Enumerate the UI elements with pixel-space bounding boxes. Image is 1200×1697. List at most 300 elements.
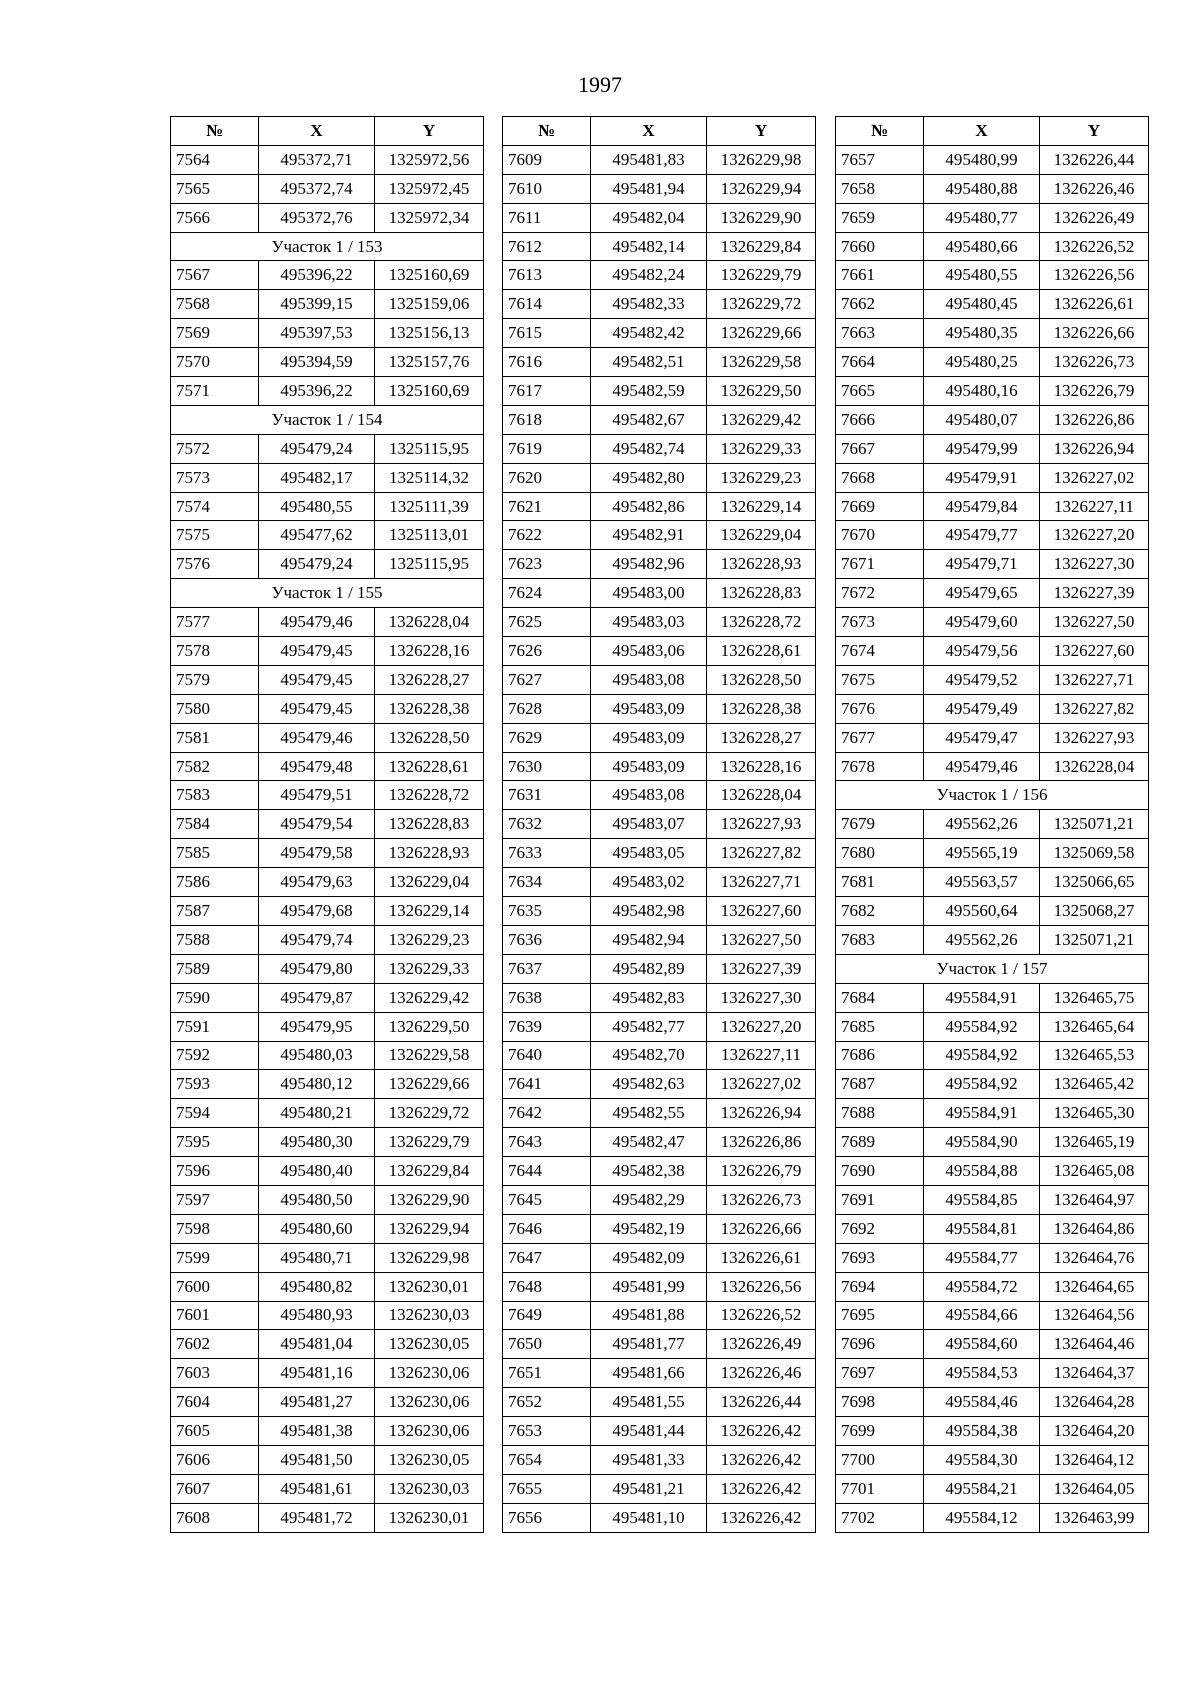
point-number-cell: 7646 xyxy=(503,1214,591,1243)
table-row xyxy=(171,983,484,1012)
table-row xyxy=(171,1070,484,1099)
x-coordinate-cell: 495482,77 xyxy=(591,1012,707,1041)
point-number-cell: 7674 xyxy=(836,637,924,666)
y-coordinate-cell: 1326226,61 xyxy=(707,1243,816,1272)
point-number-cell: 7683 xyxy=(836,925,924,954)
point-number-cell: 7616 xyxy=(503,348,591,377)
table-row xyxy=(171,954,484,983)
table-row xyxy=(171,348,484,377)
table-row xyxy=(171,203,484,232)
table-row xyxy=(836,1099,1149,1128)
x-coordinate-cell: 495479,45 xyxy=(259,665,375,694)
x-coordinate-cell: 495483,09 xyxy=(591,694,707,723)
point-number-cell: 7619 xyxy=(503,434,591,463)
point-number-cell: 7660 xyxy=(836,232,924,261)
table-row xyxy=(171,550,484,579)
y-coordinate-cell: 1326229,98 xyxy=(375,1243,484,1272)
point-number-cell: 7582 xyxy=(171,752,259,781)
table-row xyxy=(171,1214,484,1243)
table-row xyxy=(503,1301,816,1330)
point-number-cell: 7606 xyxy=(171,1445,259,1474)
x-coordinate-cell: 495481,38 xyxy=(259,1417,375,1446)
point-number-cell: 7673 xyxy=(836,608,924,637)
table-row xyxy=(503,694,816,723)
y-coordinate-cell: 1325972,34 xyxy=(375,203,484,232)
x-coordinate-cell: 495481,10 xyxy=(591,1503,707,1532)
x-coordinate-cell: 495480,16 xyxy=(924,377,1040,406)
table-row xyxy=(171,1243,484,1272)
point-number-cell: 7631 xyxy=(503,781,591,810)
point-number-cell: 7702 xyxy=(836,1503,924,1532)
x-coordinate-cell: 495481,55 xyxy=(591,1388,707,1417)
section-title: Участок 1 / 156 xyxy=(836,781,1149,810)
y-coordinate-cell: 1326463,99 xyxy=(1040,1503,1149,1532)
x-coordinate-cell: 495483,09 xyxy=(591,723,707,752)
point-number-cell: 7596 xyxy=(171,1157,259,1186)
x-coordinate-cell: 495482,63 xyxy=(591,1070,707,1099)
x-coordinate-cell: 495481,33 xyxy=(591,1445,707,1474)
y-coordinate-cell: 1326227,11 xyxy=(1040,492,1149,521)
point-number-cell: 7639 xyxy=(503,1012,591,1041)
table-row xyxy=(836,232,1149,261)
x-coordinate-cell: 495584,38 xyxy=(924,1417,1040,1446)
x-coordinate-cell: 495584,90 xyxy=(924,1128,1040,1157)
point-number-cell: 7610 xyxy=(503,174,591,203)
table-row xyxy=(171,492,484,521)
table-row xyxy=(503,1330,816,1359)
point-number-cell: 7682 xyxy=(836,897,924,926)
y-coordinate-cell: 1326464,76 xyxy=(1040,1243,1149,1272)
point-number-cell: 7626 xyxy=(503,637,591,666)
y-coordinate-cell: 1325069,58 xyxy=(1040,839,1149,868)
header-y: Y xyxy=(375,117,484,146)
x-coordinate-cell: 495479,56 xyxy=(924,637,1040,666)
header-number: № xyxy=(171,117,259,146)
y-coordinate-cell: 1326229,04 xyxy=(375,868,484,897)
point-number-cell: 7569 xyxy=(171,319,259,348)
y-coordinate-cell: 1325157,76 xyxy=(375,348,484,377)
x-coordinate-cell: 495482,47 xyxy=(591,1128,707,1157)
table-row xyxy=(836,174,1149,203)
table-row xyxy=(171,521,484,550)
y-coordinate-cell: 1326228,93 xyxy=(707,550,816,579)
x-coordinate-cell: 495481,94 xyxy=(591,174,707,203)
point-number-cell: 7699 xyxy=(836,1417,924,1446)
table-row xyxy=(503,810,816,839)
y-coordinate-cell: 1326228,72 xyxy=(707,608,816,637)
point-number-cell: 7597 xyxy=(171,1185,259,1214)
table-row xyxy=(503,1417,816,1446)
point-number-cell: 7676 xyxy=(836,694,924,723)
x-coordinate-cell: 495482,14 xyxy=(591,232,707,261)
table-row xyxy=(503,637,816,666)
point-number-cell: 7612 xyxy=(503,232,591,261)
y-coordinate-cell: 1326226,42 xyxy=(707,1417,816,1446)
y-coordinate-cell: 1326228,04 xyxy=(707,781,816,810)
point-number-cell: 7636 xyxy=(503,925,591,954)
x-coordinate-cell: 495479,51 xyxy=(259,781,375,810)
y-coordinate-cell: 1326228,50 xyxy=(375,723,484,752)
header-y: Y xyxy=(1040,117,1149,146)
table-row xyxy=(503,839,816,868)
x-coordinate-cell: 495479,46 xyxy=(259,723,375,752)
table-row xyxy=(836,1128,1149,1157)
y-coordinate-cell: 1326229,79 xyxy=(375,1128,484,1157)
x-coordinate-cell: 495480,66 xyxy=(924,232,1040,261)
x-coordinate-cell: 495399,15 xyxy=(259,290,375,319)
x-coordinate-cell: 495480,30 xyxy=(259,1128,375,1157)
point-number-cell: 7602 xyxy=(171,1330,259,1359)
y-coordinate-cell: 1326465,64 xyxy=(1040,1012,1149,1041)
y-coordinate-cell: 1326227,30 xyxy=(1040,550,1149,579)
table-row xyxy=(503,723,816,752)
y-coordinate-cell: 1326464,05 xyxy=(1040,1474,1149,1503)
point-number-cell: 7573 xyxy=(171,463,259,492)
section-title: Участок 1 / 154 xyxy=(171,405,484,434)
table-row xyxy=(836,1503,1149,1532)
x-coordinate-cell: 495479,45 xyxy=(259,694,375,723)
point-number-cell: 7664 xyxy=(836,348,924,377)
y-coordinate-cell: 1326227,50 xyxy=(1040,608,1149,637)
y-coordinate-cell: 1326227,20 xyxy=(1040,521,1149,550)
y-coordinate-cell: 1326464,12 xyxy=(1040,1445,1149,1474)
point-number-cell: 7637 xyxy=(503,954,591,983)
coordinates-table-3 xyxy=(835,116,1149,1533)
x-coordinate-cell: 495482,51 xyxy=(591,348,707,377)
table-row xyxy=(171,608,484,637)
point-number-cell: 7671 xyxy=(836,550,924,579)
y-coordinate-cell: 1326230,06 xyxy=(375,1359,484,1388)
table-row xyxy=(171,839,484,868)
y-coordinate-cell: 1326228,50 xyxy=(707,665,816,694)
point-number-cell: 7657 xyxy=(836,145,924,174)
point-number-cell: 7617 xyxy=(503,377,591,406)
point-number-cell: 7587 xyxy=(171,897,259,926)
table-row xyxy=(836,405,1149,434)
point-number-cell: 7566 xyxy=(171,203,259,232)
y-coordinate-cell: 1326226,52 xyxy=(707,1301,816,1330)
y-coordinate-cell: 1326227,82 xyxy=(1040,694,1149,723)
y-coordinate-cell: 1326226,73 xyxy=(707,1185,816,1214)
point-number-cell: 7650 xyxy=(503,1330,591,1359)
header-y: Y xyxy=(707,117,816,146)
y-coordinate-cell: 1326226,49 xyxy=(1040,203,1149,232)
x-coordinate-cell: 495483,00 xyxy=(591,579,707,608)
table-row xyxy=(503,1070,816,1099)
x-coordinate-cell: 495394,59 xyxy=(259,348,375,377)
table-row xyxy=(503,925,816,954)
x-coordinate-cell: 495480,93 xyxy=(259,1301,375,1330)
y-coordinate-cell: 1326226,44 xyxy=(707,1388,816,1417)
x-coordinate-cell: 495483,02 xyxy=(591,868,707,897)
table-row xyxy=(503,405,816,434)
y-coordinate-cell: 1326229,66 xyxy=(707,319,816,348)
table-row xyxy=(503,550,816,579)
y-coordinate-cell: 1326227,02 xyxy=(1040,463,1149,492)
x-coordinate-cell: 495479,58 xyxy=(259,839,375,868)
x-coordinate-cell: 495482,09 xyxy=(591,1243,707,1272)
y-coordinate-cell: 1326464,65 xyxy=(1040,1272,1149,1301)
x-coordinate-cell: 495396,22 xyxy=(259,377,375,406)
table-row xyxy=(836,608,1149,637)
point-number-cell: 7604 xyxy=(171,1388,259,1417)
y-coordinate-cell: 1325111,39 xyxy=(375,492,484,521)
point-number-cell: 7649 xyxy=(503,1301,591,1330)
x-coordinate-cell: 495480,82 xyxy=(259,1272,375,1301)
y-coordinate-cell: 1325114,32 xyxy=(375,463,484,492)
point-number-cell: 7665 xyxy=(836,377,924,406)
y-coordinate-cell: 1326228,61 xyxy=(707,637,816,666)
table-row xyxy=(836,463,1149,492)
x-coordinate-cell: 495481,66 xyxy=(591,1359,707,1388)
point-number-cell: 7641 xyxy=(503,1070,591,1099)
table-row xyxy=(503,463,816,492)
table-row xyxy=(171,1128,484,1157)
point-number-cell: 7701 xyxy=(836,1474,924,1503)
point-number-cell: 7661 xyxy=(836,261,924,290)
x-coordinate-cell: 495482,38 xyxy=(591,1157,707,1186)
table-row xyxy=(503,174,816,203)
y-coordinate-cell: 1326228,83 xyxy=(707,579,816,608)
point-number-cell: 7675 xyxy=(836,665,924,694)
y-coordinate-cell: 1326465,75 xyxy=(1040,983,1149,1012)
point-number-cell: 7568 xyxy=(171,290,259,319)
x-coordinate-cell: 495482,70 xyxy=(591,1041,707,1070)
x-coordinate-cell: 495565,19 xyxy=(924,839,1040,868)
x-coordinate-cell: 495479,91 xyxy=(924,463,1040,492)
table-row xyxy=(503,1041,816,1070)
y-coordinate-cell: 1326230,03 xyxy=(375,1301,484,1330)
table-row xyxy=(503,1272,816,1301)
table-row xyxy=(836,1243,1149,1272)
y-coordinate-cell: 1326227,71 xyxy=(707,868,816,897)
point-number-cell: 7599 xyxy=(171,1243,259,1272)
y-coordinate-cell: 1326229,98 xyxy=(707,145,816,174)
y-coordinate-cell: 1326229,58 xyxy=(707,348,816,377)
point-number-cell: 7620 xyxy=(503,463,591,492)
y-coordinate-cell: 1326226,42 xyxy=(707,1445,816,1474)
x-coordinate-cell: 495584,21 xyxy=(924,1474,1040,1503)
x-coordinate-cell: 495480,35 xyxy=(924,319,1040,348)
table-row xyxy=(836,637,1149,666)
table-row xyxy=(171,1503,484,1532)
table-row xyxy=(503,492,816,521)
point-number-cell: 7609 xyxy=(503,145,591,174)
section-row xyxy=(171,405,484,434)
x-coordinate-cell: 495481,99 xyxy=(591,1272,707,1301)
point-number-cell: 7580 xyxy=(171,694,259,723)
y-coordinate-cell: 1326229,23 xyxy=(375,925,484,954)
y-coordinate-cell: 1325160,69 xyxy=(375,261,484,290)
y-coordinate-cell: 1326227,30 xyxy=(707,983,816,1012)
y-coordinate-cell: 1326229,94 xyxy=(375,1214,484,1243)
table-row xyxy=(836,810,1149,839)
y-coordinate-cell: 1326226,52 xyxy=(1040,232,1149,261)
table-row xyxy=(171,145,484,174)
point-number-cell: 7655 xyxy=(503,1474,591,1503)
point-number-cell: 7588 xyxy=(171,925,259,954)
y-coordinate-cell: 1325071,21 xyxy=(1040,810,1149,839)
point-number-cell: 7658 xyxy=(836,174,924,203)
y-coordinate-cell: 1326229,50 xyxy=(375,1012,484,1041)
table-row xyxy=(171,868,484,897)
y-coordinate-cell: 1326229,33 xyxy=(375,954,484,983)
y-coordinate-cell: 1326227,11 xyxy=(707,1041,816,1070)
point-number-cell: 7579 xyxy=(171,665,259,694)
x-coordinate-cell: 495482,80 xyxy=(591,463,707,492)
table-row xyxy=(836,1070,1149,1099)
x-coordinate-cell: 495479,24 xyxy=(259,550,375,579)
point-number-cell: 7681 xyxy=(836,868,924,897)
table-row xyxy=(503,1099,816,1128)
y-coordinate-cell: 1326227,93 xyxy=(707,810,816,839)
header-number: № xyxy=(503,117,591,146)
point-number-cell: 7648 xyxy=(503,1272,591,1301)
y-coordinate-cell: 1326465,19 xyxy=(1040,1128,1149,1157)
x-coordinate-cell: 495479,47 xyxy=(924,723,1040,752)
table-row xyxy=(503,521,816,550)
y-coordinate-cell: 1326230,03 xyxy=(375,1474,484,1503)
table-row xyxy=(503,1243,816,1272)
table-row xyxy=(503,1388,816,1417)
x-coordinate-cell: 495481,21 xyxy=(591,1474,707,1503)
y-coordinate-cell: 1326228,16 xyxy=(707,752,816,781)
x-coordinate-cell: 495479,77 xyxy=(924,521,1040,550)
x-coordinate-cell: 495480,50 xyxy=(259,1185,375,1214)
x-coordinate-cell: 495479,24 xyxy=(259,434,375,463)
y-coordinate-cell: 1326227,39 xyxy=(707,954,816,983)
point-number-cell: 7689 xyxy=(836,1128,924,1157)
y-coordinate-cell: 1326228,61 xyxy=(375,752,484,781)
x-coordinate-cell: 495584,66 xyxy=(924,1301,1040,1330)
table-row xyxy=(836,1012,1149,1041)
x-coordinate-cell: 495396,22 xyxy=(259,261,375,290)
y-coordinate-cell: 1326228,93 xyxy=(375,839,484,868)
y-coordinate-cell: 1326227,82 xyxy=(707,839,816,868)
point-number-cell: 7622 xyxy=(503,521,591,550)
point-number-cell: 7662 xyxy=(836,290,924,319)
table-row xyxy=(836,492,1149,521)
table-row xyxy=(836,521,1149,550)
x-coordinate-cell: 495482,04 xyxy=(591,203,707,232)
table-row xyxy=(171,1185,484,1214)
y-coordinate-cell: 1325160,69 xyxy=(375,377,484,406)
table-row xyxy=(836,261,1149,290)
y-coordinate-cell: 1326229,33 xyxy=(707,434,816,463)
table-row xyxy=(171,1417,484,1446)
table-row xyxy=(836,290,1149,319)
table-row xyxy=(503,781,816,810)
section-row xyxy=(171,579,484,608)
y-coordinate-cell: 1326229,14 xyxy=(707,492,816,521)
table-row xyxy=(503,1012,816,1041)
y-coordinate-cell: 1326226,79 xyxy=(707,1157,816,1186)
table-row xyxy=(171,665,484,694)
y-coordinate-cell: 1326226,42 xyxy=(707,1474,816,1503)
point-number-cell: 7571 xyxy=(171,377,259,406)
point-number-cell: 7600 xyxy=(171,1272,259,1301)
point-number-cell: 7575 xyxy=(171,521,259,550)
point-number-cell: 7691 xyxy=(836,1185,924,1214)
point-number-cell: 7589 xyxy=(171,954,259,983)
y-coordinate-cell: 1326226,66 xyxy=(1040,319,1149,348)
x-coordinate-cell: 495480,88 xyxy=(924,174,1040,203)
x-coordinate-cell: 495482,19 xyxy=(591,1214,707,1243)
table-row xyxy=(171,319,484,348)
x-coordinate-cell: 495482,96 xyxy=(591,550,707,579)
point-number-cell: 7696 xyxy=(836,1330,924,1359)
y-coordinate-cell: 1326229,72 xyxy=(707,290,816,319)
y-coordinate-cell: 1326226,94 xyxy=(707,1099,816,1128)
point-number-cell: 7586 xyxy=(171,868,259,897)
y-coordinate-cell: 1326230,06 xyxy=(375,1388,484,1417)
y-coordinate-cell: 1325066,65 xyxy=(1040,868,1149,897)
x-coordinate-cell: 495584,77 xyxy=(924,1243,1040,1272)
y-coordinate-cell: 1326465,30 xyxy=(1040,1099,1149,1128)
table-row xyxy=(836,203,1149,232)
table-row xyxy=(836,1359,1149,1388)
x-coordinate-cell: 495479,49 xyxy=(924,694,1040,723)
y-coordinate-cell: 1326230,01 xyxy=(375,1272,484,1301)
table-row xyxy=(836,1041,1149,1070)
point-number-cell: 7656 xyxy=(503,1503,591,1532)
point-number-cell: 7663 xyxy=(836,319,924,348)
x-coordinate-cell: 495482,83 xyxy=(591,983,707,1012)
x-coordinate-cell: 495483,03 xyxy=(591,608,707,637)
x-coordinate-cell: 495372,76 xyxy=(259,203,375,232)
y-coordinate-cell: 1326227,60 xyxy=(707,897,816,926)
table-row xyxy=(171,1157,484,1186)
table-row xyxy=(836,550,1149,579)
x-coordinate-cell: 495480,21 xyxy=(259,1099,375,1128)
table-row xyxy=(836,348,1149,377)
table-row xyxy=(836,925,1149,954)
point-number-cell: 7611 xyxy=(503,203,591,232)
x-coordinate-cell: 495482,67 xyxy=(591,405,707,434)
table-row xyxy=(836,868,1149,897)
y-coordinate-cell: 1326226,86 xyxy=(1040,405,1149,434)
y-coordinate-cell: 1326229,42 xyxy=(707,405,816,434)
x-coordinate-cell: 495479,80 xyxy=(259,954,375,983)
x-coordinate-cell: 495479,74 xyxy=(259,925,375,954)
table-row xyxy=(503,1128,816,1157)
x-coordinate-cell: 495481,27 xyxy=(259,1388,375,1417)
table-row xyxy=(503,290,816,319)
x-coordinate-cell: 495481,72 xyxy=(259,1503,375,1532)
point-number-cell: 7592 xyxy=(171,1041,259,1070)
y-coordinate-cell: 1325068,27 xyxy=(1040,897,1149,926)
point-number-cell: 7577 xyxy=(171,608,259,637)
x-coordinate-cell: 495562,26 xyxy=(924,925,1040,954)
table-row xyxy=(171,1012,484,1041)
table-row xyxy=(503,983,816,1012)
x-coordinate-cell: 495482,89 xyxy=(591,954,707,983)
x-coordinate-cell: 495584,46 xyxy=(924,1388,1040,1417)
table-row xyxy=(503,1445,816,1474)
y-coordinate-cell: 1325156,13 xyxy=(375,319,484,348)
x-coordinate-cell: 495481,83 xyxy=(591,145,707,174)
y-coordinate-cell: 1326229,42 xyxy=(375,983,484,1012)
table-row xyxy=(171,925,484,954)
y-coordinate-cell: 1325071,21 xyxy=(1040,925,1149,954)
point-number-cell: 7591 xyxy=(171,1012,259,1041)
table-row xyxy=(836,1157,1149,1186)
y-coordinate-cell: 1326229,90 xyxy=(707,203,816,232)
y-coordinate-cell: 1326229,50 xyxy=(707,377,816,406)
x-coordinate-cell: 495483,06 xyxy=(591,637,707,666)
point-number-cell: 7644 xyxy=(503,1157,591,1186)
table-row xyxy=(836,1388,1149,1417)
